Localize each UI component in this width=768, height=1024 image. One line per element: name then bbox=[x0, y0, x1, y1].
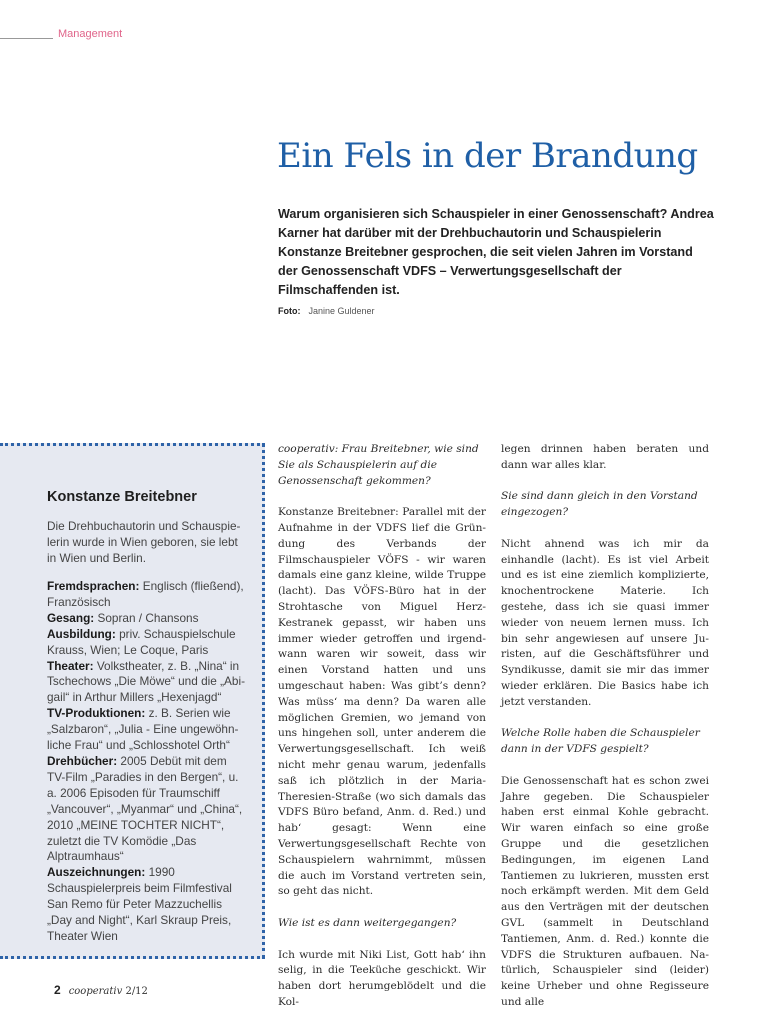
section-rule bbox=[0, 38, 53, 39]
interview-answer: Konstanze Breitebner: Parallel mit der Aufnahme in der VDFS lief die Gründung des Verbands der Filmschauspieler VÖFS - wir waren damals eine ganz kleine, wilde Truppe (lacht). Das VÖFS-Büro hat in der Strohtasche von Miguel Herz-Kestranek gepasst, wir haben uns immer wieder getroffen und irgendwann waren wir soweit, dass wir einen Vorstand hatten und uns umgeschaut haben: Was gibt’s denn? Was müss‘ ma denn? Da waren alle möglichen Gremien, wo jemand von uns hingehen soll, unter anderem die Verwertungsgesellschaft. Ich weiß nicht mehr genau warum, jedenfalls saß ich plötzlich in der Maria-Theresien-Straße (wo sich damals das VDFS Büro befand, Anm. d. Red.) und hab‘ gesagt: Wenn eine Verwertungsgesellschaft Rechte von Schauspielern wahrnimmt, müssen die auch im Vorstand vertreten sein, so geht das nicht. bbox=[278, 506, 486, 898]
article-column-2 bbox=[501, 442, 709, 1011]
interview-answer: Die Genossenschaft hat es schon zwei Jahre gegeben. Die Schauspieler haben erst einmal Kohle gebracht. Wir waren einfach so eine große Gruppe und die gesetzlichen Bedingungen, im eigenen Land Tantiemen zu lukrieren, mussten erst noch erkämpft werden. Mit dem Geld aus den Verträgen mit der deutschen GVL (sammelt in Deutschland Tantiemen, Anm. d. Red.) konnte die VDFS die Strukturen aufbauen. Natürlich, Schauspieler sind (leider) keine Urheber und ohne Regisseure und alle bbox=[501, 774, 709, 1008]
infobox-fact bbox=[47, 706, 247, 754]
infobox-fact bbox=[47, 611, 247, 627]
infobox-fact bbox=[47, 754, 247, 865]
fact-value: Sopran / Chansons bbox=[97, 610, 199, 625]
infobox-fact bbox=[47, 659, 247, 707]
fact-label: Ausbildung: bbox=[47, 626, 116, 641]
infobox-facts bbox=[47, 579, 247, 945]
article-column-1 bbox=[278, 442, 486, 1011]
interview-answer: Nicht ahnend was ich mir da einhandle (lacht). Es ist viel Arbeit und es ist eine ziemlich komplizierte, knochentrockene Materie. Ich gestehe, dass ich sie quasi immer wieder von neuem lernen muss. Ich bin sehr angewiesen auf unsere Juristen, auf die Geschäftsführer und Syndikusse, damit sie mir das immer wieder erklären. Die Basics habe ich jetzt verstanden. bbox=[501, 537, 709, 708]
interview-answer: Ich wurde mit Niki List, Gott hab‘ ihn selig, in die Teeküche geschickt. Wir haben dort herumgeblödelt und die Kol- bbox=[278, 948, 486, 1008]
page-footer bbox=[54, 983, 148, 997]
fact-value: z. B. Serien wie „Salzbaron“, „Julia - Eine ungewöhnliche Frau“ und „Schlosshotel Orth“ bbox=[47, 706, 239, 753]
fact-label: Fremdsprachen: bbox=[47, 579, 140, 593]
infobox-title: Konstanze Breitebner bbox=[47, 489, 197, 505]
article-title: Ein Fels in der Brandung bbox=[277, 136, 698, 176]
photo-credit bbox=[278, 306, 375, 316]
interview-question: Wie ist es dann weitergegangen? bbox=[278, 916, 457, 929]
section-label: Management bbox=[58, 28, 123, 40]
issue-number: 2/12 bbox=[125, 986, 148, 997]
profile-infobox bbox=[0, 443, 265, 959]
fact-value: Englisch (fließend), Französisch bbox=[47, 579, 244, 609]
fact-label: TV-Produktionen: bbox=[47, 706, 146, 721]
magazine-name: cooperativ bbox=[68, 986, 123, 997]
infobox-fact bbox=[47, 865, 247, 945]
fact-label: Gesang: bbox=[47, 610, 95, 625]
photo-credit-name: Janine Guldener bbox=[308, 306, 375, 316]
photo-credit-label: Foto: bbox=[278, 306, 301, 316]
interview-question: Welche Rolle haben die Schauspieler dann in der VDFS gespielt? bbox=[501, 727, 700, 756]
fact-value: 2005 Debüt mit dem TV-Film „Paradies in den Bergen“, u. a. 2006 Episoden für Traumschiff „Vancouver“, „Myanmar“ und „China“, 2010 „MEINE TOCHTER NICHT“, zuletzt die TV Komödie „Das Alptraumhaus“ bbox=[47, 753, 243, 864]
fact-label: Auszeichnungen: bbox=[47, 865, 146, 880]
article-lead: Warum organisieren sich Schauspieler in einer Genossenschaft? Andrea Karner hat darüber mit der Drehbuchautorin und Schauspielerin Konstanze Breitebner gesprochen, die seit vielen Jahren im Vorstand der Genossenschaft VDFS – Verwertungsgesellschaft der Filmschaffenden ist. bbox=[278, 207, 714, 297]
fact-value: 1990 Schauspielerpreis beim Filmfestival San Remo für Peter Mazzuchellis „Day and Night“, Karl Skraup Preis, Theater Wien bbox=[47, 865, 232, 943]
page-number: 2 bbox=[54, 983, 61, 997]
infobox-fact bbox=[47, 579, 247, 611]
interview-question: cooperativ: Frau Breitebner, wie sind Sie als Schauspielerin auf die Genossenschaft gekommen? bbox=[278, 443, 479, 487]
interview-answer: legen drinnen haben beraten und dann war alles klar. bbox=[501, 443, 709, 471]
fact-label: Theater: bbox=[47, 658, 94, 673]
fact-label: Drehbücher: bbox=[47, 753, 118, 768]
interview-question: Sie sind dann gleich in den Vorstand eingezogen? bbox=[501, 490, 698, 519]
fact-value: Volkstheater, z. B. „Nina“ in Tschechows „Die Möwe“ und die „Abigail“ in Arthur Millers „Hexenjagd“ bbox=[47, 658, 246, 705]
fact-value: priv. Schauspielschule Krauss, Wien; Le Coque, Paris bbox=[47, 626, 236, 657]
infobox-intro: Die Drehbuchautorin und Schauspielerin wurde in Wien geboren, sie lebt in Wien und Berlin. bbox=[47, 519, 241, 565]
infobox-fact bbox=[47, 627, 247, 659]
